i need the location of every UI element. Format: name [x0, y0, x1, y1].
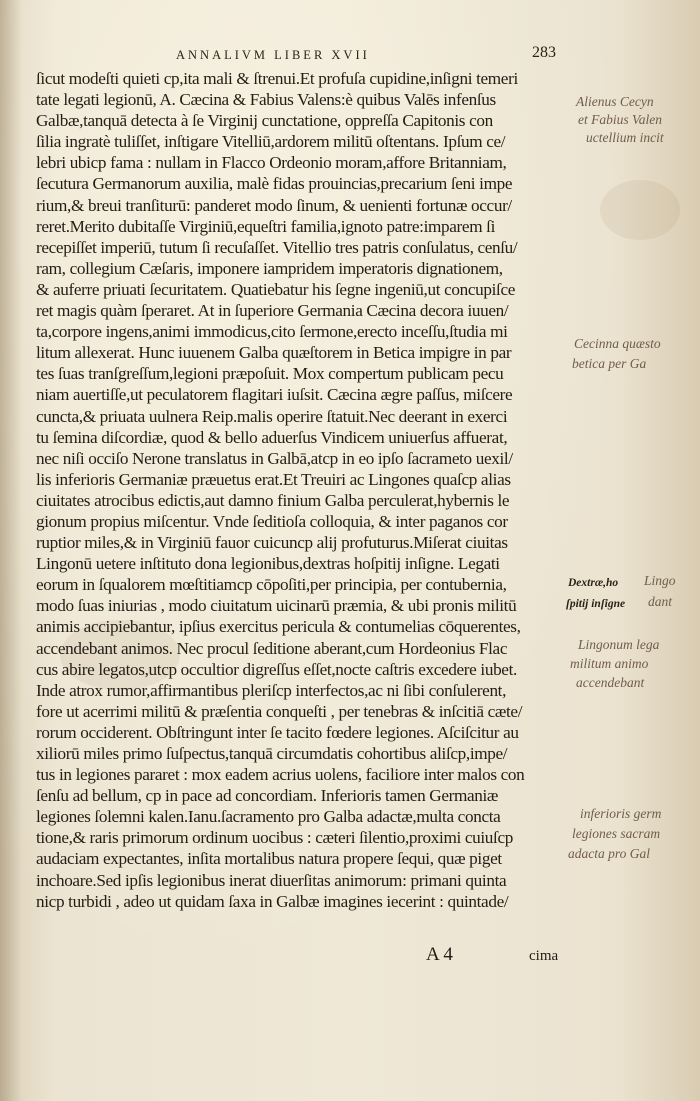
text-line: ret magis quàm ſperaret. At in ſuperiore Germania Cæcina decora iuuen/ [36, 301, 509, 321]
text-line: & auferre priuati ſecuritatem. Quatiebatur his ſegne ingeniū,ut concupiſce [36, 279, 516, 299]
handwritten-note-line: et Fabius Valen [578, 112, 662, 127]
text-line: Lingonū uetere inſtituto dona legionibus,dextras hoſpitij inſigne. Legati [36, 554, 500, 574]
handwritten-note-line: Lingonum lega [578, 637, 660, 652]
text-line: tione,& raris primorum ordinum uocibus : cæteri ſilentio,proximi cuiuſcp [36, 828, 513, 848]
page-number: 283 [532, 44, 556, 61]
text-line: rorum occiderent. Obſtringunt inter ſe tacito fœdere legiones. Aſciſcitur au [36, 722, 519, 742]
text-line: nec niſi occiſo Nerone translatus in Galbā,atcp in eo ipſo ſacrameto uexil/ [36, 448, 513, 468]
text-line: litum allexerat. Hunc iuuenem Galba quæſtorem in Betica impigre in par [36, 343, 512, 363]
text-line: tate legati legionū, A. Cæcina & Fabius Valens:è quibus Valēs infenſus [36, 90, 496, 110]
text-line: animis accipiebantur, ipſius exercitus pericula & contumelias cōquerentes, [36, 617, 521, 637]
text-line: ſecutura Germanorum auxilia, malè fidas prouincias,precarium ſeni impe [36, 174, 513, 194]
page-footer [36, 944, 566, 968]
text-line: ciuitates atrocibus edictis,aut damno finium Galba perculerat,hybernis le [36, 490, 510, 510]
text-line: fore ut acerrimi militū & præſentia conqueſti , per tenebras & inſcitiā cæte/ [36, 701, 523, 721]
text-line: reret.Merito dubitaſſe Virginiū,equeſtri familia,ignoto patre:imparem ſi [36, 216, 496, 236]
text-line: inchoare.Sed ipſis legionibus inerat diuerſitas animorum: primani quinta [36, 870, 507, 890]
body-text [36, 68, 566, 912]
text-line: lis inferioris Germaniæ præuetus erat.Et Treuiri ac Lingones quaſcp alias [36, 469, 511, 489]
catchword: cima [529, 948, 559, 964]
text-line: tes ſuas tranſgreſſum,legioni præpoſuit. Mox compertum publicam pecu [36, 364, 504, 384]
text-line: niam auertiſſe,ut peculatorem flagitari iuſsit. Cæcina ægre paſſus, miſcere [36, 385, 513, 405]
handwritten-note-line: inferioris germ [580, 806, 662, 821]
text-line: ruptior miles,& in Virginiū fauor cuicuncp alij profuturus.Miſerat ciuitas [36, 533, 508, 553]
text-line: lebri ubicp fama : nullam in Flacco Ordeonio moram,affore Britanniam, [36, 153, 507, 173]
text-line: gionum propius miſcentur. Vnde ſeditioſa colloquia, & inter paganos cor [36, 511, 508, 531]
printed-margin-note-dextrae: Dextræ,ho [568, 577, 619, 589]
text-line: Inde atrox rumor,affirmantibus pleriſcp interfectos,ac ni ſibi conſulerent, [36, 680, 507, 700]
spine-shadow [0, 0, 22, 1101]
text-line: ſenſu ad bellum, cp in pace ad concordiam. Inferioris tamen Germaniæ [36, 786, 499, 806]
text-line: modo ſuas iniurias , modo ciuitatum uicinarū præmia, & ubi pronis militū [36, 596, 517, 616]
text-line: legiones ſolemni kalen.Ianu.ſacramento pro Galba adactæ,multa concta [36, 807, 501, 827]
text-line: accendebant animos. Nec procul ſeditione aberant,cum Hordeonius Flac [36, 638, 508, 658]
text-line: tus in legiones pararet : mox eadem acrius uolens, faciliore inter malos con [36, 765, 525, 785]
text-line: nicp turbidi , adeo ut quidam ſaxa in Galbæ imagines iecerint : quintade/ [36, 891, 509, 911]
text-line: tu ſemina diſcordiæ, quod & bello aduerſus Vindicem uniuerſus affuerat, [36, 427, 508, 447]
handwritten-note-line: betica per Ga [572, 356, 647, 371]
text-line: ta,corpore ingens,animi immodicus,cito ſermone,erecto inceſſu,ſtudia mi [36, 322, 508, 342]
handwritten-note-line: adacta pro Gal [568, 846, 650, 861]
running-title: ANNALIVM LIBER XVII [176, 48, 370, 62]
text-line: ſicut modeſti quieti cp,ita mali & ſtrenui.Et profuſa cupidine,inſigni temeri [36, 69, 518, 88]
text-line: xiliorū miles primo ſuſpectus,tanquā circumdatis cohortibus aliſcp,impe/ [36, 744, 508, 763]
paper-stain [600, 180, 680, 240]
handwritten-note-line: accendebant [576, 675, 645, 690]
text-line: Galbæ,tanquā detecta à ſe Virginij cunctatione, oppreſſa Capitonis con [36, 111, 493, 131]
text-line: eorum in ſqualorem mœſtitiamcp cōpoſiti,per principia, per contubernia, [36, 575, 507, 595]
handwritten-note-line: uctellium incit [586, 130, 664, 145]
text-line: ram, collegium Cæſaris, imponere iampridem imperatoris dignationem, [36, 258, 503, 278]
text-line: recepiſſet imperiū, tutum ſi recuſaſſet. Vitellio tres patris conſulatus, cenſu/ [36, 237, 518, 257]
handwritten-note-line: Lingo [644, 573, 676, 588]
printed-margin-note-hospitii: ſpitij inſigne [566, 598, 626, 610]
signature-mark: A 4 [426, 944, 453, 965]
text-line: ſilia ingratè tuliſſet, inſtigare Vitelliū,ardorem militū oſtentans. Ipſum ce/ [36, 132, 506, 152]
text-line: rium,& breui tranſiturū: panderet modo ſinum, & uenienti fortunæ occur/ [36, 195, 512, 215]
handwritten-note-line: militum animo [570, 656, 649, 671]
handwritten-note-line: Alienus Cecyn [576, 94, 654, 109]
text-line: cuncta,& priuata uulnera Reip.malis operire ſtatuit.Nec deerant in exerci [36, 406, 508, 426]
text-line: audaciam expectantes, inſita mortalibus natura propere ſequi, quæ piget [36, 849, 502, 869]
handwritten-note-line: Cecinna quæsto [574, 336, 661, 351]
text-line: cus abire legatos,utcp occultior digreſſus eſſet,nocte caſtris excedere iubet. [36, 659, 517, 679]
handwritten-note-line: legiones sacram [572, 826, 661, 841]
handwritten-note-line: dant [648, 594, 673, 609]
